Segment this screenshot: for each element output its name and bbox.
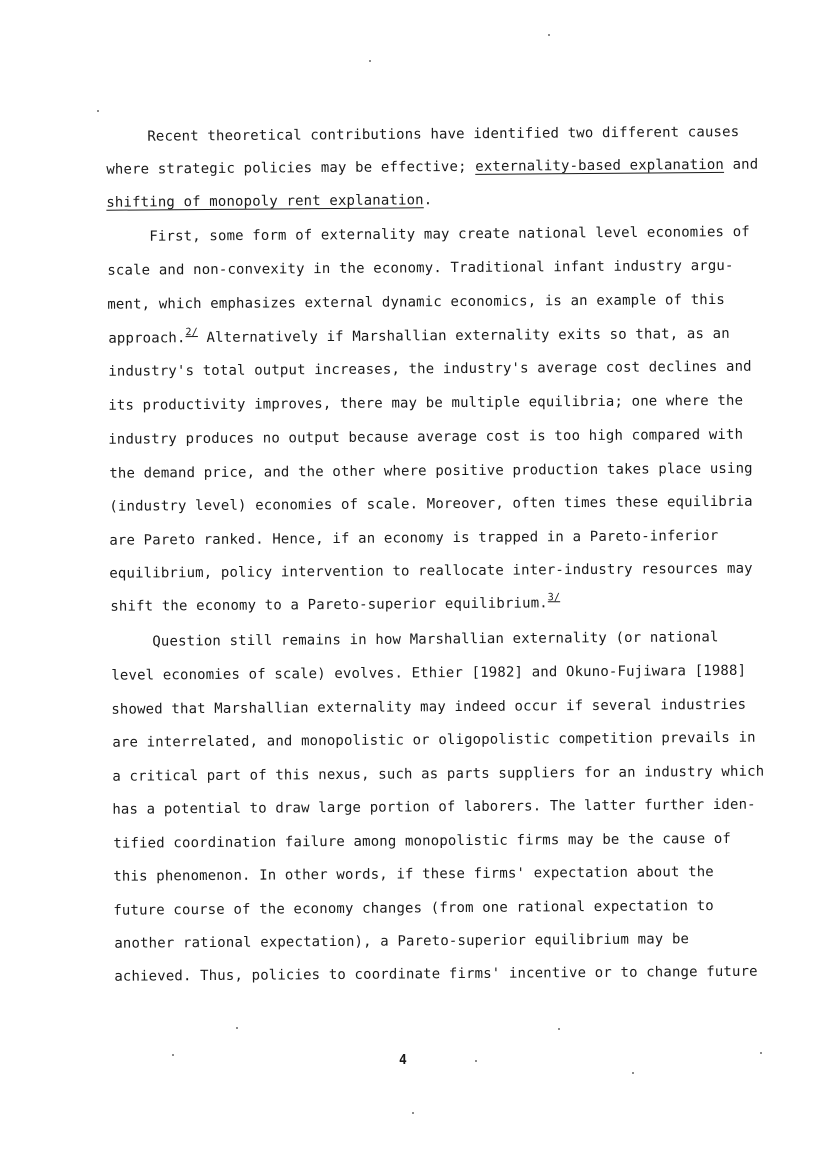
scan-speck (172, 1054, 174, 1056)
text-segment: where strategic policies may be effective; (106, 158, 476, 178)
text-segment: are Pareto ranked. Hence, if an economy is trapped in a Pareto-inferior (109, 527, 719, 549)
text-segment: industry's total output increases, the industry's average cost declines and (108, 358, 752, 380)
text-segment: shift the economy to a Pareto-superior equilibrium. (110, 595, 548, 615)
text-segment: First, some form of externality may create national level economies of (149, 224, 750, 245)
text-segment: another rational expectation), a Pareto-superior equilibrium may be (114, 931, 690, 952)
text-segment: the demand price, and the other where positive production takes place using (109, 460, 753, 482)
scan-speck (369, 60, 371, 62)
text-segment: industry produces no output because average cost is too high compared with (108, 426, 744, 448)
text-segment: a critical part of this nexus, such as parts suppliers for an industry which (112, 763, 765, 785)
scan-speck (558, 1028, 560, 1030)
text-segment: tified coordination failure among monopolistic firms may be the cause of (113, 830, 732, 852)
page-number: 4 (399, 1053, 407, 1068)
text-segment: achieved. Thus, policies to coordinate firms' incentive or to change future (114, 963, 758, 985)
text-segment: has a potential to draw large portion of laborers. The latter further iden- (112, 796, 756, 818)
text-segment: future course of the economy changes (from one rational expectation to (113, 898, 714, 919)
text-segment: level economies of scale) evolves. Ethier [1982] and Okuno-Fujiwara [1988] (111, 662, 747, 684)
scan-speck (760, 1052, 762, 1054)
text-segment: Question still remains in how Marshallian externality (or national (152, 629, 719, 650)
text-segment: Alternatively if Marshallian externality exits so that, as an (197, 325, 730, 347)
text-segment: Recent theoretical contributions have identified two different causes (147, 124, 740, 145)
scan-speck (548, 34, 550, 36)
footnote-ref-2: 2/ (185, 327, 198, 339)
text-segment: this phenomenon. In other words, if these firms' expectation about the (113, 864, 714, 885)
underlined-term-externality: externality-based explanation (475, 156, 725, 175)
scan-speck (632, 1072, 634, 1074)
text-segment: approach. (108, 330, 186, 347)
text-segment: ment, which emphasizes external dynamic economics, is an example of this (107, 291, 726, 313)
scan-speck (412, 1112, 414, 1114)
text-segment: equilibrium, policy intervention to reallocate inter-industry resources may (109, 560, 753, 582)
text-segment: . (423, 192, 433, 209)
scan-speck (97, 110, 99, 112)
underlined-term-monopoly-rent: shifting of monopoly rent explanation (106, 192, 424, 211)
scan-speck (475, 1060, 477, 1062)
text-segment: showed that Marshallian externality may indeed occur if several industries (111, 696, 747, 718)
text-segment: (industry level) economies of scale. Moreover, often times these equilibria (109, 493, 753, 515)
text-segment: and (723, 156, 759, 173)
footnote-ref-3: 3/ (547, 592, 561, 604)
text-segment: its productivity improves, there may be multiple equilibria; one where the (108, 392, 744, 414)
scan-speck (236, 1027, 238, 1029)
text-line-26 (80, 948, 758, 1001)
text-segment: scale and non-convexity in the economy. Traditional infant industry argu- (107, 257, 734, 279)
text-segment: are interrelated, and monopolistic or oligopolistic competition prevails in (112, 729, 756, 751)
